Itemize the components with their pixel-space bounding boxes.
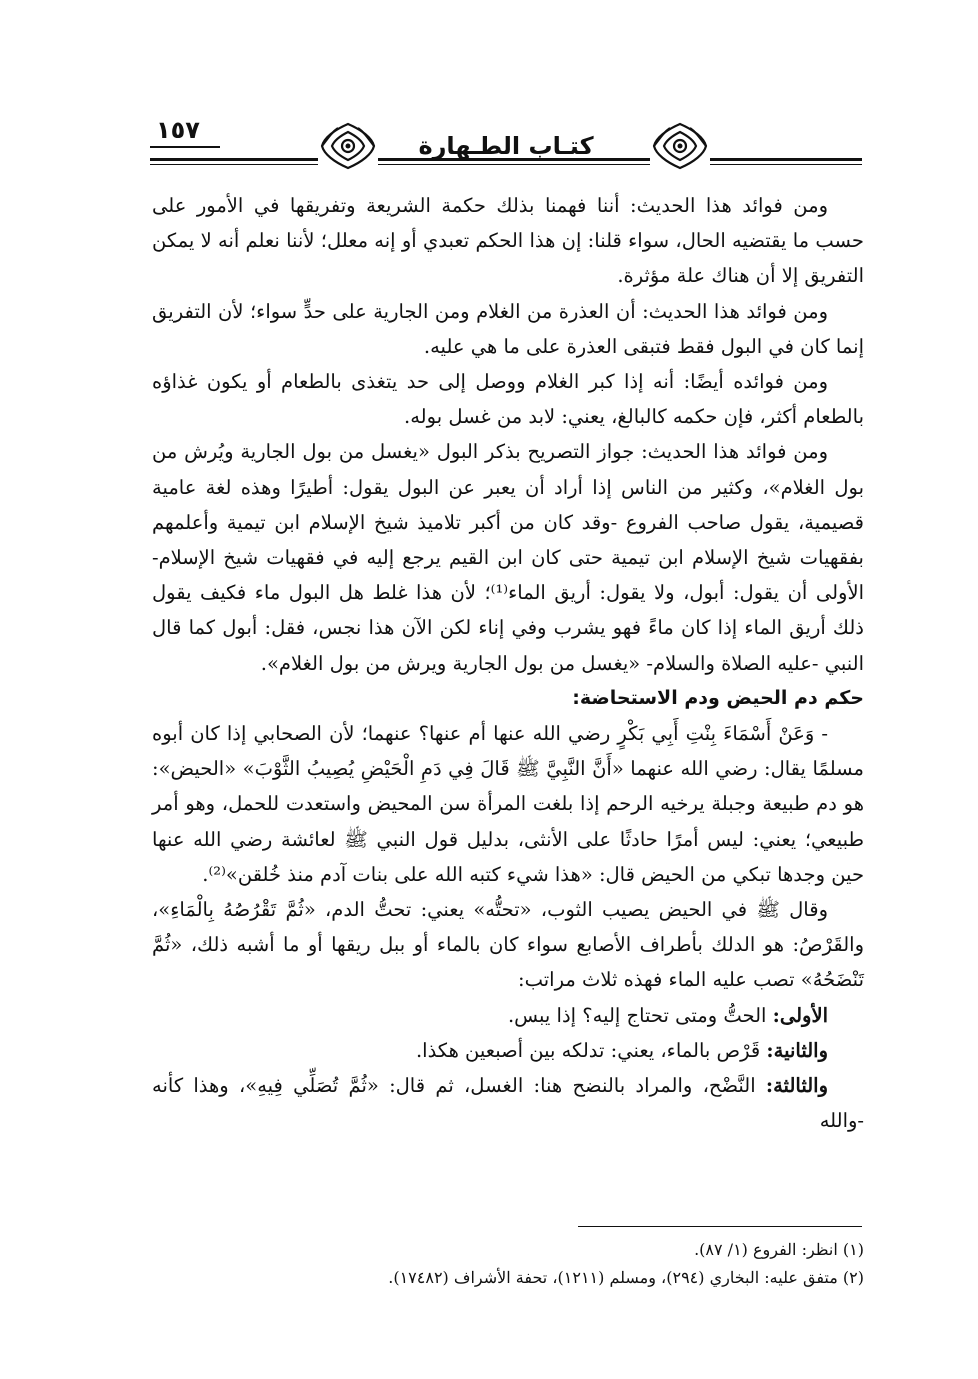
list-item-text: النَّضْح، والمراد بالنضح هنا: الغسل، ثم قال: «ثُمَّ تُصَلِّي فِيهِ»، وهذا كأنه -والله (152, 1074, 864, 1133)
page-number: ١٥٧ (156, 116, 200, 144)
paragraph: ومن فوائد هذا الحديث: أن العذرة من الغلام ومن الجارية على حدٍّ سواء؛ لأن التفريق إنما كان في البول فقط فتبقى العذرة على ما هي عليه. (152, 299, 864, 358)
footnote: (١) انظر: الفروع (١/ ٨٧). (694, 1240, 864, 1259)
book-title: كتـاب الطـهارة (418, 132, 594, 160)
footnotes (152, 1236, 864, 1292)
list-item-lead: الأولى: (772, 1003, 828, 1027)
paragraph: ومن فوائده أيضًا: أنه إذا كبر الغلام ووصل إلى حد يتغذى بالطعام أو يكون غذاؤه بالطعام أكثر، فإن حكمه كالبالغ، يعني: لابد من غسل بوله. (152, 370, 864, 429)
footnote-rule (578, 1226, 862, 1227)
ornament-right-icon (650, 120, 710, 172)
list-item-text: الحتُّ ومتى تحتاج إليه؟ إذا يبس. (507, 1003, 773, 1027)
header-rule-thin (150, 164, 862, 165)
list-item (152, 1033, 864, 1068)
paragraph: وقال ﷺ في الحيض يصيب الثوب، «تحتُّه» يعني: تحتُّ الدم، «ثُمَّ تَقْرُصُهُ بِالْمَاءِ»، والقَرْصُ: هو الدلك بأطراف الأصابع سواء كان بالماء أو ببل ريقها أو ما أشبه ذلك، «ثُمَّ تَنْضَحُهُ» تصب عليه الماء فهذه ثلاث مراتب: (152, 898, 864, 992)
footnote: (٢) متفق عليه: البخاري (٢٩٤)، ومسلم (١٢١١)، تحفة الأشراف (١٧٤٨٢). (388, 1268, 864, 1287)
section-heading: حكم دم الحيض ودم الاستحاضة: (572, 686, 864, 709)
page-header (150, 112, 862, 182)
list-item-lead: والثالثة: (765, 1074, 828, 1098)
paragraph: ومن فوائد هذا الحديث: أننا فهمنا بذلك حكمة الشريعة وتفريقها في الأمور على حسب ما يقتضيه الحال، سواء قلنا: إن هذا الحكم تعبدي أو إنه معلل؛ لأننا نعلم أنه لا يمكن التفريق إلا أن هناك علة مؤثرة. (152, 194, 864, 288)
list-item (152, 998, 864, 1033)
list-item (152, 1068, 864, 1138)
page-body (152, 188, 864, 1138)
paragraph: ومن فوائد هذا الحديث: جواز التصريح بذكر البول «يغسل من بول الجارية ويُرش من بول الغلام»، وكثير من الناس إذا أراد أن يعبر عن البول يقول: أطيرًا وهذه لغة عامية قصيمية، يقول صاحب الفروع -وقد كان من أكبر تلاميذ شيخ الإسلام ابن تيمية وأعلمهم بفقهيات شيخ الإسلام ابن تيمية حتى كان ابن القيم يرجع إليه في فقهيات شيخ الإسلام- الأولى أن يقول: أبول، ولا يقول: أريق الماء⁽¹⁾؛ لأن هذا غلط هل البول ماء فكيف يقول ذلك أريق الماء إذا كان ماءً فهو يشرب وفي إناء لكن الآن هذا نجس، فقل: أبول كما قال النبي -عليه الصلاة والسلام- «يغسل من بول الجارية ويرش من بول الغلام». (152, 440, 864, 675)
hadith-paragraph: - وَعَنْ أَسْمَاءَ بِنْتِ أَبِي بَكْرٍ رضي الله عنها أم عنها؟ عنهما؛ لأن الصحابي إذا كان أبوه مسلمًا يقال: رضي الله عنهما «أَنَّ النَّبِيَّ ﷺ قَالَ فِي دَمِ الْحَيْضِ يُصِيبُ الثَّوْبَ» «الحيض»: هو دم طبيعة وجبلة يرخيه الرحم إذا بلغت المرأة سن المحيض واستعدت للحمل، وهو أمر طبيعي؛ يعني: ليس أمرًا حادثًا على الأنثى، بدليل قول النبي ﷺ لعائشة رضي الله عنها حين وجدها تبكي من الحيض قال: «هذا شيء كتبه الله على بنات آدم منذ خُلقن»⁽²⁾. (152, 722, 864, 886)
list-item-lead: والثانية: (766, 1038, 828, 1062)
list-item-text: قَرْص بالماء، يعني: تدلكه بين أصبعين هكذا. (415, 1038, 767, 1062)
